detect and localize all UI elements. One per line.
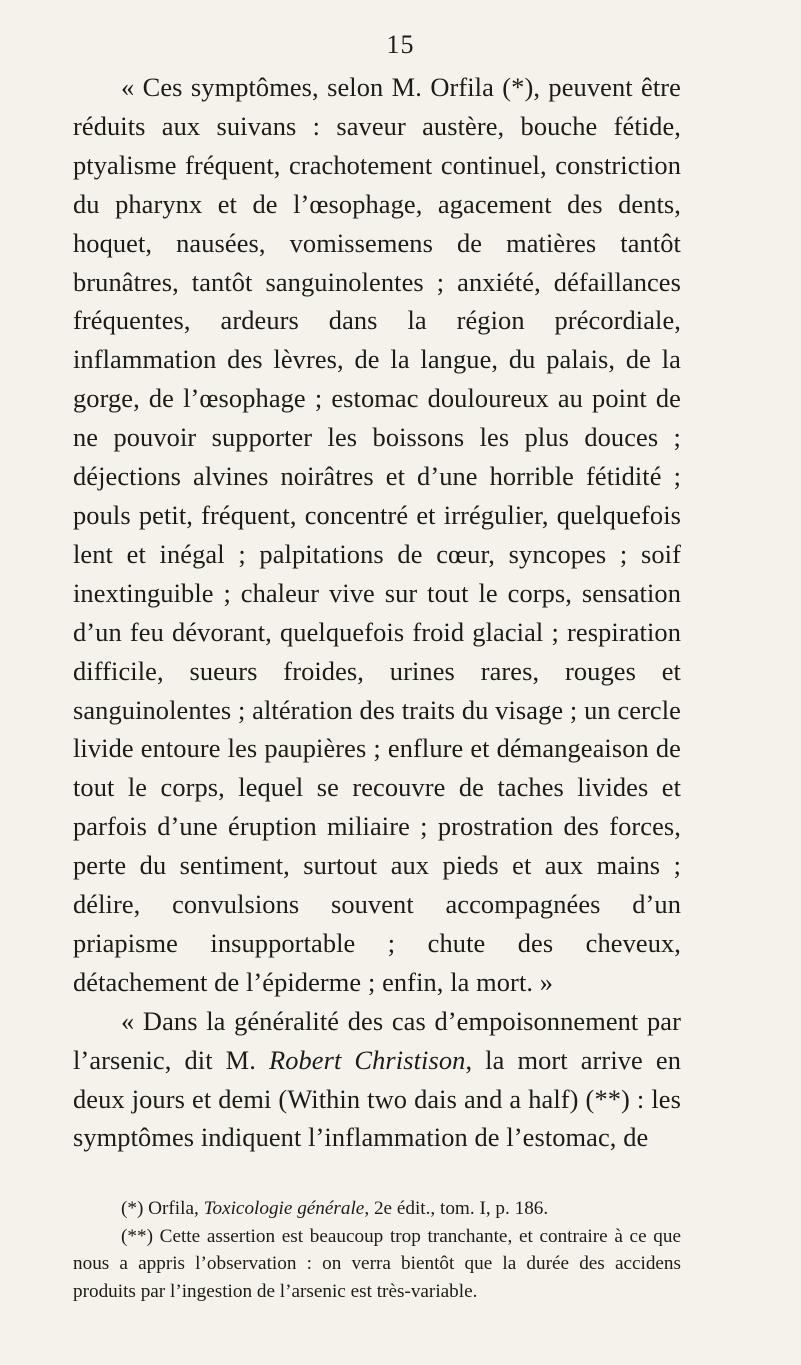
paragraph-symptoms-orfila: « Ces symptômes, selon M. Orfila (*), peuvent être réduits aux suivans : saveur austère, bouche fétide, ptyalisme fréquent, crachotement continuel, constriction du pharynx et de l’œsophage, agacement des dents, hoquet, nausées, vomissemens de matières tantôt brunâtres, tantôt sanguinolentes ; anxiété, défaillances fréquentes, ardeurs dans la région précordiale, inflammation des lèvres, de la langue, du palais, de la gorge, de l’œsophage ; estomac douloureux au point de ne pouvoir supporter les boissons les plus douces ; déjections alvines noirâtres et d’une horrible fétidité ; pouls petit, fréquent, concentré et irrégulier, quelquefois lent et inégal ; palpitations de cœur, syncopes ; soif inextinguible ; chaleur vive sur tout le corps, sensation d’un feu dévorant, quelquefois froid glacial ; respiration difficile, sueurs froides, urines rares, rouges et sanguinolentes ; altération des traits du visage ; un cercle livide entoure les paupières ; enflure et démangeaison de tout le corps, lequel se recouvre de taches livides et parfois d’une éruption miliaire ; prostration des forces, perte du sentiment, surtout aux pieds et aux mains ; délire, convulsions souvent accompagnées d’un priapisme insupportable ; chute des cheveux, détachement de l’épiderme ; enfin, la mort. » — [73, 72, 681, 997]
main-text — [73, 68, 681, 1157]
paragraph-christison-end: , la mort arrive en deux jours et demi (Within two dais and a half) (**) : les symptômes indiquent l’inflammation de l’estomac, de — [73, 1044, 681, 1153]
page-number: 15 — [386, 30, 415, 59]
author-name-christison: Robert Christison — [268, 1044, 466, 1075]
footnote-1-title: Toxicologie générale — [203, 1198, 365, 1219]
paragraph-christison — [73, 1002, 681, 1158]
paragraph-christison-start: « Dans la généralité des cas d’empoisonnement par l’arsenic, dit M. — [73, 1005, 681, 1075]
footnote-1-start: (*) Orfila, — [121, 1198, 204, 1219]
footnotes — [73, 1195, 681, 1305]
footnote-1 — [73, 1195, 681, 1223]
footnote-1-end: , 2e édit., tom. I, p. 186. — [364, 1198, 549, 1219]
footnote-2: (**) Cette assertion est beaucoup trop tranchante, et contraire à ce que nous a appris l’observation : on verra bientôt que la durée des accidens produits par l’ingestion de l’arsenic est très-variable. — [73, 1225, 681, 1302]
